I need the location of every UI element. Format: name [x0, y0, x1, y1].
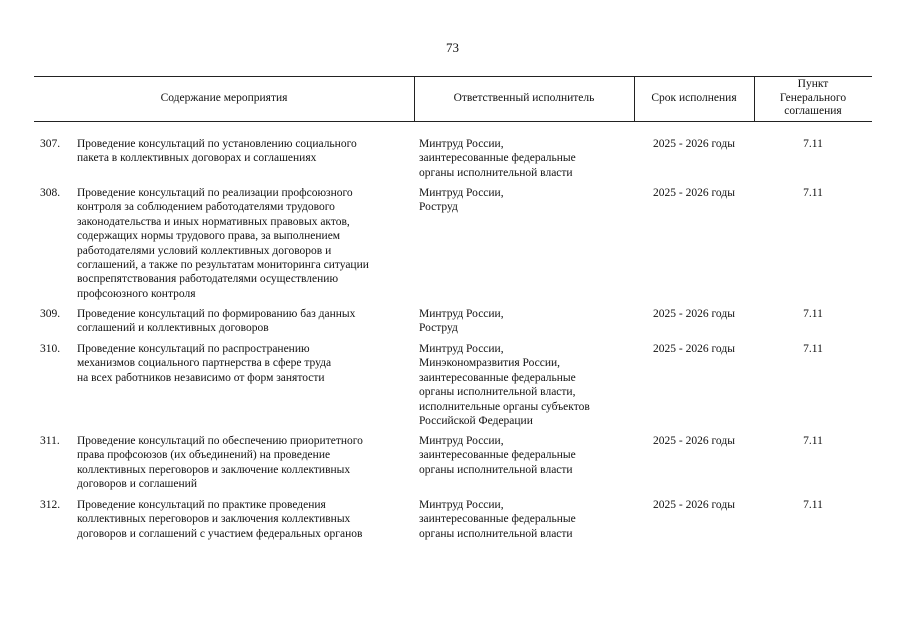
row-point: 7.11	[803, 308, 823, 320]
page-number: 73	[446, 40, 459, 55]
row-point: 7.11	[803, 435, 823, 447]
row-responsible: Минтруд России, Роструд	[419, 187, 504, 214]
row-responsible: Минтруд России, заинтересованные федеральные органы исполнительной власти	[419, 138, 576, 179]
row-description: Проведение консультаций по практике проведения коллективных переговоров и заключения коллективных договоров и соглашений с участием федеральных органов	[77, 499, 363, 540]
row-number: 309.	[40, 308, 61, 320]
row-number: 310.	[40, 343, 61, 355]
row-number: 308.	[40, 187, 61, 199]
row-description: Проведение консультаций по формированию баз данных соглашений и коллективных договоров	[77, 308, 356, 335]
row-term: 2025 - 2026 годы	[653, 499, 735, 511]
row-responsible: Минтруд России, Роструд	[419, 308, 504, 335]
row-number: 312.	[40, 499, 61, 511]
row-responsible: Минтруд России, заинтересованные федеральные органы исполнительной власти	[419, 435, 576, 476]
row-description: Проведение консультаций по распространению механизмов социального партнерства в сфере труда на всех работников независимо от форм занятости	[77, 343, 332, 384]
row-point: 7.11	[803, 138, 823, 150]
row-term: 2025 - 2026 годы	[653, 435, 735, 447]
row-responsible: Минтруд России, заинтересованные федеральные органы исполнительной власти	[419, 499, 576, 540]
column-header-point: Пункт Генерального соглашения	[779, 78, 847, 118]
column-header-description: Содержание мероприятия	[160, 92, 288, 105]
row-number: 307.	[40, 138, 61, 150]
row-term: 2025 - 2026 годы	[653, 138, 735, 150]
row-term: 2025 - 2026 годы	[653, 187, 735, 199]
row-responsible: Минтруд России, Минэкономразвития России, заинтересованные федеральные органы исполнительной власти, исполнительные органы субъектов Российской Федерации	[419, 343, 590, 428]
table-header-bottom-rule	[34, 121, 872, 122]
row-description: Проведение консультаций по реализации профсоюзного контроля за соблюдением работодателями трудового законодательства и иных нормативных правовых актов, содержащих нормы трудового права, за выполнением работодателями условий коллективных договоров и соглашений, а также по результатам мониторинга ситуации воспрепятствования работодателями осуществлению профсоюзного контроля	[77, 187, 369, 300]
row-term: 2025 - 2026 годы	[653, 308, 735, 320]
row-number: 311.	[40, 435, 60, 447]
row-point: 7.11	[803, 499, 823, 511]
row-term: 2025 - 2026 годы	[653, 343, 735, 355]
column-header-responsible: Ответственный исполнитель	[453, 92, 595, 105]
row-point: 7.11	[803, 187, 823, 199]
column-header-term: Срок исполнения	[651, 92, 737, 105]
row-description: Проведение консультаций по обеспечению приоритетного права профсоюзов (их объединений) на проведение коллективных переговоров и заключение коллективных договоров и соглашений	[77, 435, 363, 491]
row-point: 7.11	[803, 343, 823, 355]
row-description: Проведение консультаций по установлению социального пакета в коллективных договорах и соглашениях	[77, 138, 357, 165]
